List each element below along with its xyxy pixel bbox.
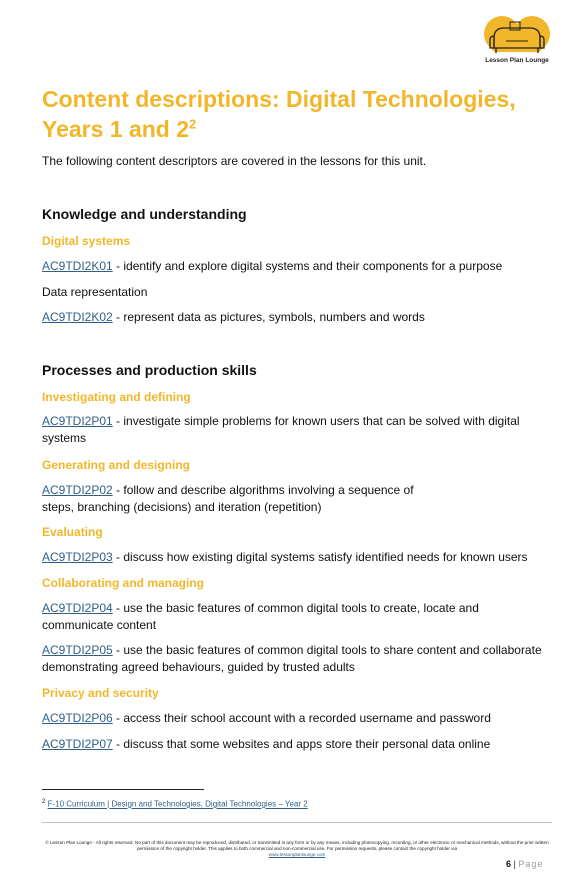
descriptor-p07 bbox=[42, 736, 548, 753]
descriptor-p01 bbox=[42, 413, 548, 447]
footnote-reference[interactable]: 2 bbox=[189, 116, 197, 132]
footer-copyright bbox=[42, 840, 552, 858]
descriptor-text-p02-line2: steps, branching (decisions) and iteration (repetition) bbox=[42, 500, 322, 514]
descriptor-link-p03[interactable]: AC9TDI2P03 bbox=[42, 550, 113, 564]
descriptor-link-p07[interactable]: AC9TDI2P07 bbox=[42, 737, 113, 751]
intro-text: The following content descriptors are covered in the lessons for this unit. bbox=[42, 154, 427, 168]
collaborating-heading: Collaborating and managing bbox=[42, 576, 205, 590]
page-word: Page bbox=[518, 859, 544, 869]
descriptor-link-p06[interactable]: AC9TDI2P06 bbox=[42, 711, 113, 725]
descriptor-text-p02: - follow and describe algorithms involving a sequence of bbox=[112, 483, 414, 497]
footnote-number: 2 bbox=[42, 799, 46, 805]
descriptor-link-k02[interactable]: AC9TDI2K02 bbox=[42, 310, 113, 324]
descriptor-link-p02[interactable]: AC9TDI2P02 bbox=[42, 483, 113, 497]
page-separator: | bbox=[511, 859, 519, 869]
generating-heading: Generating and designing bbox=[42, 458, 191, 472]
knowledge-heading: Knowledge and understanding bbox=[42, 206, 247, 222]
descriptor-text-p03: - discuss how existing digital systems satisfy identified needs for known users bbox=[112, 550, 528, 564]
evaluating-heading: Evaluating bbox=[42, 525, 103, 539]
page-title bbox=[42, 84, 542, 144]
logo-text: Lesson Plan Lounge bbox=[485, 57, 549, 64]
descriptor-p02 bbox=[42, 482, 548, 516]
processes-heading: Processes and production skills bbox=[42, 362, 257, 378]
descriptor-text-p06: - access their school account with a recorded username and password bbox=[112, 711, 491, 725]
descriptor-text-k02: - represent data as pictures, symbols, numbers and words bbox=[112, 310, 425, 324]
page-number bbox=[506, 859, 543, 869]
footer-copyright-text: © Lesson Plan Lounge - All rights reserved. No part of this document may be reproduced, distributed, or transmitted in any form or by any means, including photocopying, recording, or other electronic or mechanical methods, without the prior written permission of the copyright holder. This applies to both commercial and non-commercial use. For permission requests, please contact the copyright holder via bbox=[45, 840, 549, 851]
page-number-value: 6 bbox=[506, 859, 512, 869]
footnote bbox=[42, 799, 308, 809]
data-representation-label: Data representation bbox=[42, 285, 148, 299]
digital-systems-heading: Digital systems bbox=[42, 234, 131, 248]
descriptor-link-p05[interactable]: AC9TDI2P05 bbox=[42, 643, 113, 657]
descriptor-p06 bbox=[42, 710, 548, 727]
descriptor-text-p04: - use the basic features of common digital tools to create, locate and communicate content bbox=[42, 601, 479, 632]
descriptor-k02 bbox=[42, 309, 548, 326]
descriptor-p05 bbox=[42, 642, 548, 676]
descriptor-k01 bbox=[42, 258, 548, 275]
descriptor-text-p05: - use the basic features of common digital tools to share content and collaborate demonstrating agreed behaviours, guided by trusted adults bbox=[42, 643, 542, 674]
investigating-heading: Investigating and defining bbox=[42, 390, 191, 404]
privacy-heading: Privacy and security bbox=[42, 686, 159, 700]
descriptor-text-p07: - discuss that some websites and apps store their personal data online bbox=[112, 737, 491, 751]
descriptor-text-k01: - identify and explore digital systems and their components for a purpose bbox=[112, 259, 503, 273]
footer-divider bbox=[42, 822, 552, 823]
page-title-text: Content descriptions: Digital Technologies, Years 1 and 2 bbox=[42, 86, 516, 142]
descriptor-text-p01: - investigate simple problems for known users that can be solved with digital systems bbox=[42, 414, 520, 445]
descriptor-link-k01[interactable]: AC9TDI2K01 bbox=[42, 259, 113, 273]
descriptor-link-p01[interactable]: AC9TDI2P01 bbox=[42, 414, 113, 428]
footnote-link[interactable]: F-10 Curriculum | Design and Technologies, Digital Technologies – Year 2 bbox=[47, 799, 308, 809]
footnote-divider bbox=[42, 789, 204, 790]
descriptor-p04 bbox=[42, 600, 548, 634]
descriptor-p03 bbox=[42, 549, 548, 566]
footer-website-link[interactable]: www.lessonplanlounge.com bbox=[268, 852, 326, 857]
descriptor-link-p04[interactable]: AC9TDI2P04 bbox=[42, 601, 113, 615]
